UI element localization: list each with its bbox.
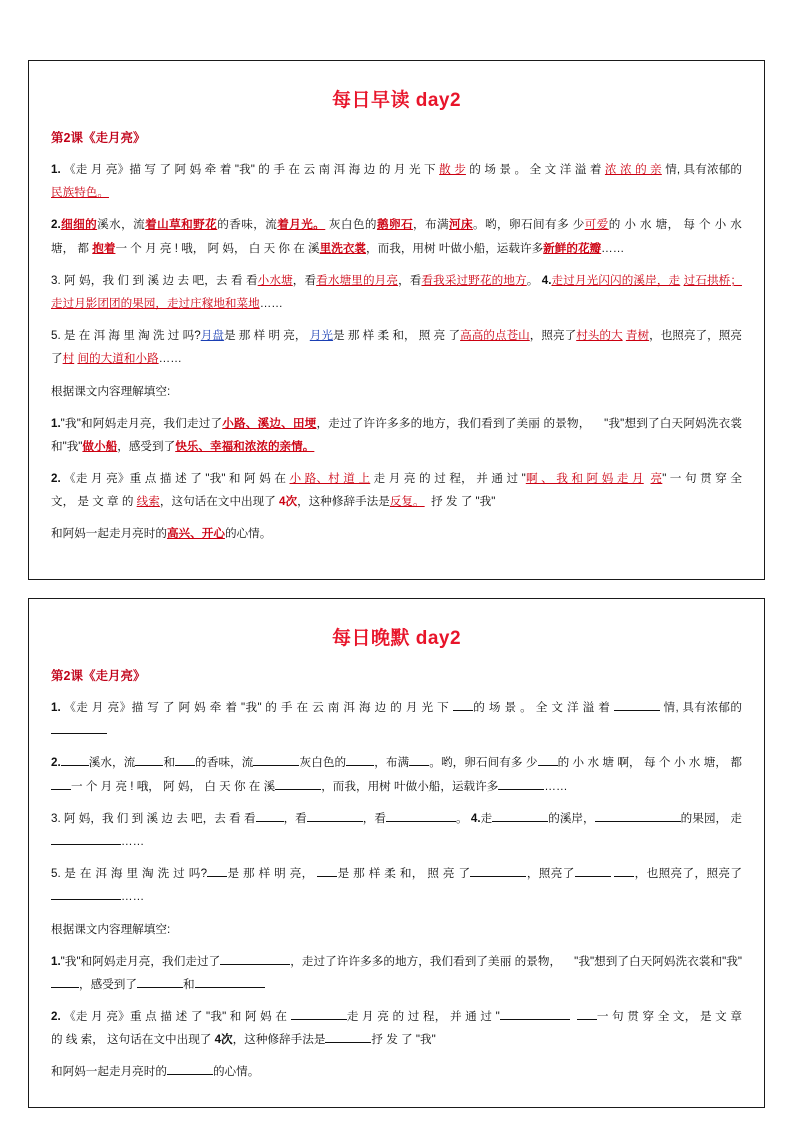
question-3-evening: 和阿妈一起走月亮时的 的心情。 <box>51 1065 260 1079</box>
paragraph-4-morning: 5. 是 在 洱 海 里 淘 洗 过 吗?月盘是 那 样 明 亮， 月光是 那 样 柔 和， 照 亮 了高高的点苍山，照亮了村头的大 青树，也照亮了，照亮了村 间的大道和小路…… <box>51 329 742 366</box>
section-title-evening: 每日晚默 day2 <box>331 628 462 649</box>
worksheet-card-evening <box>28 598 765 1108</box>
paragraph-1-morning: 1. 《走 月 亮》描 写 了 阿 妈 牵 着 "我" 的 手 在 云 南 洱 海 边 的 月 光 下 散 步 的 场 景 。 全 文 洋 溢 着 浓 浓 的 亲 情, 具有浓郁的民族特色。 <box>51 163 742 200</box>
question-1-morning: 1."我"和阿妈走月亮，我们走过了小路、溪边、田埂，走过了许许多多的地方，我们看到了美丽 的景物， "我"想到了白天阿妈洗衣裳和"我"做小船，感受到了快乐、幸福和浓浓的亲情。 <box>51 416 742 453</box>
paragraph-1-evening: 1. 《走 月 亮》描 写 了 阿 妈 牵 着 "我" 的 手 在 云 南 洱 海 边 的 月 光 下 的 场 景 。 全 文 洋 溢 着 情, 具有浓郁的 <box>51 696 742 742</box>
section-title-morning: 每日早读 day2 <box>331 90 462 111</box>
paragraph-2-morning: 2.细细的溪水，流着山草和野花的香味，流着月光。 灰白色的鹅卵石，布满河床。哟，卵石间有多 少可爱的 小 水 塘， 每 个 小 水 塘， 都 抱着一 个 月 亮 ! 哦， 阿 妈， 白 天 你 在 溪里洗衣裳，而我，用树 叶做小船，运载许多新鲜的花瓣…… <box>51 218 742 255</box>
fill-in-header-morning: 根据课文内容理解填空: <box>51 384 171 398</box>
worksheet-card-morning <box>28 60 765 580</box>
question-2-morning: 2. 《走 月 亮》重 点 描 述 了 "我" 和 阿 妈 在 小 路、村 道 上 走 月 亮 的 过 程， 并 通 过 "啊 、 我 和 阿 妈 走 月 亮" 一 句 贯 穿 全 文， 是 文 章 的 线索，这句话在文中出现了 4次，这种修辞手法是反复。 抒 发 了 "我" <box>51 472 742 509</box>
paragraph-4-evening: 5. 是 在 洱 海 里 淘 洗 过 吗? 是 那 样 明 亮， 是 那 样 柔 和， 照 亮 了 ，照亮了 ，也照亮了，照亮了…… <box>51 867 742 904</box>
question-2-evening: 2. 《走 月 亮》重 点 描 述 了 "我" 和 阿 妈 在 走 月 亮 的 过 程， 并 通 过 " 一 句 贯 穿 全 文， 是 文 章 的 线 索， 这句话在文中出现了 4次，这种修辞手法是 抒 发 了 "我" <box>51 1010 742 1047</box>
paragraph-3-evening: 3. 阿 妈，我 们 到 溪 边 去 吧，去 看 看 ，看 ，看 。 4.走 的溪岸， 的果园， 走…… <box>51 811 742 848</box>
fill-in-header-evening: 根据课文内容理解填空: <box>51 922 171 936</box>
paragraph-3-morning: 3. 阿 妈，我 们 到 溪 边 去 吧，去 看 看小水塘，看看水塘里的月亮，看看我采过野花的地方。 4.走过月光闪闪的溪岸，走 过石拱桥；走过月影团团的果园，走过庄稼地和菜地…… <box>51 273 742 310</box>
paragraph-2-evening: 2. 溪水，流 和 的香味，流 灰白色的 ，布满 。哟，卵石间有多 少 的 小 水 塘 啊， 每 个 小 水 塘， 都 一 个 月 亮 ! 哦， 阿 妈， 白 天 你 在 溪 ，而我，用树 叶做小船，运载许多 …… <box>51 756 742 793</box>
lesson-title-evening: 第2课《走月亮》 <box>51 669 146 683</box>
question-1-evening: 1."我"和阿妈走月亮，我们走过了 ，走过了许许多多的地方，我们看到了美丽 的景物， "我"想到了白天阿妈洗衣裳和"我"，感受到了 和 <box>51 954 742 991</box>
lesson-title-morning: 第2课《走月亮》 <box>51 131 146 145</box>
question-3-morning: 和阿妈一起走月亮时的高兴、开心的心情。 <box>51 527 272 541</box>
